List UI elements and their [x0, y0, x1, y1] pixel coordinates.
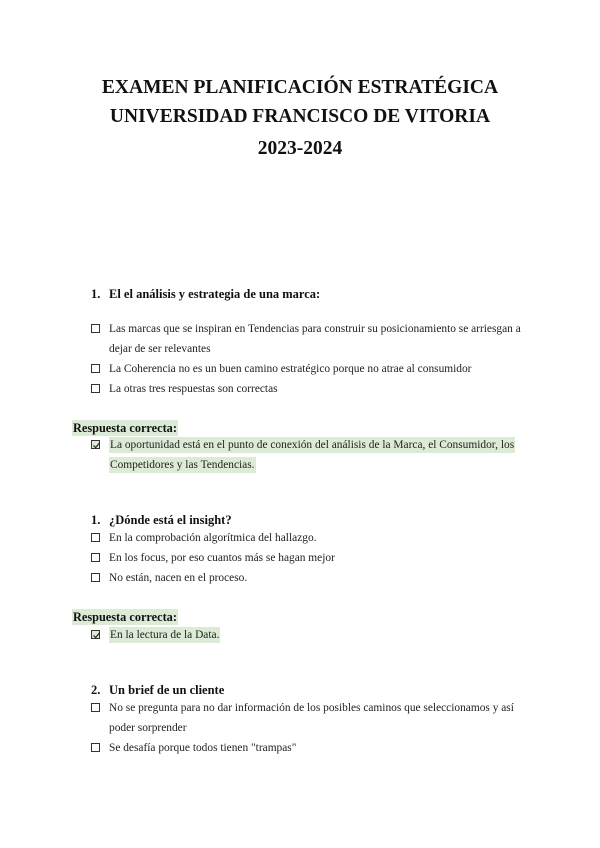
question-number: 2. [91, 683, 101, 697]
correct-answer-label: Respuesta correcta: [73, 610, 177, 624]
question-2-option-1[interactable] [91, 528, 541, 548]
option-text: No están, nacen en el proceso. [109, 572, 248, 584]
question-1-option-1[interactable] [91, 319, 541, 359]
option-text: Se desafía porque todos tienen "trampas" [109, 742, 297, 754]
answer-text: En la lectura de la Data. [110, 629, 220, 641]
question-1-correct-answer [91, 435, 541, 475]
question-text: Un brief de un cliente [109, 683, 225, 697]
option-text: La Coherencia no es un buen camino estratégico porque no atrae al consumidor [109, 363, 472, 375]
question-1-heading [91, 286, 320, 302]
exam-title-line-3: 2023-2024 [257, 138, 343, 159]
checkbox-icon[interactable] [91, 384, 100, 393]
question-1-option-3[interactable] [91, 379, 541, 399]
question-2-option-3[interactable] [91, 568, 541, 588]
answer-text: La oportunidad está en el punto de conexión del análisis de la Marca, el Consumidor, los Competidores y las Tendencias. [110, 439, 515, 471]
correct-answer-label: Respuesta correcta: [73, 421, 177, 435]
checked-checkbox-icon [91, 440, 100, 449]
checkbox-icon[interactable] [91, 743, 100, 752]
question-text: El el análisis y estrategia de una marca: [109, 287, 321, 301]
exam-title-line-1: EXAMEN PLANIFICACIÓN ESTRATÉGICA [101, 77, 499, 98]
question-3-heading [91, 682, 224, 698]
option-text: En los focus, por eso cuantos más se hagan mejor [109, 552, 335, 564]
exam-title-line-2: UNIVERSIDAD FRANCISCO DE VITORIA [109, 106, 491, 127]
question-number: 1. [91, 287, 101, 301]
checkbox-icon[interactable] [91, 703, 100, 712]
checkbox-icon[interactable] [91, 324, 100, 333]
option-text: La otras tres respuestas son correctas [109, 383, 278, 395]
question-number: 1. [91, 513, 101, 527]
option-text: Las marcas que se inspiran en Tendencias para construir su posicionamiento se arriesgan a dejar de ser relevantes [109, 323, 521, 355]
question-2-correct-answer [91, 625, 541, 645]
question-text: ¿Dónde está el insight? [109, 513, 232, 527]
option-text: En la comprobación algorítmica del hallazgo. [109, 532, 317, 544]
checked-checkbox-icon [91, 630, 100, 639]
question-3-option-1[interactable] [91, 698, 541, 738]
checkbox-icon[interactable] [91, 573, 100, 582]
option-text: No se pregunta para no dar información de los posibles caminos que seleccionamos y así poder sorprender [109, 702, 514, 734]
checkbox-icon[interactable] [91, 364, 100, 373]
question-2-heading [91, 512, 232, 528]
question-1-option-2[interactable] [91, 359, 541, 379]
question-3-option-2[interactable] [91, 738, 541, 758]
checkbox-icon[interactable] [91, 533, 100, 542]
question-2-option-2[interactable] [91, 548, 541, 568]
checkbox-icon[interactable] [91, 553, 100, 562]
